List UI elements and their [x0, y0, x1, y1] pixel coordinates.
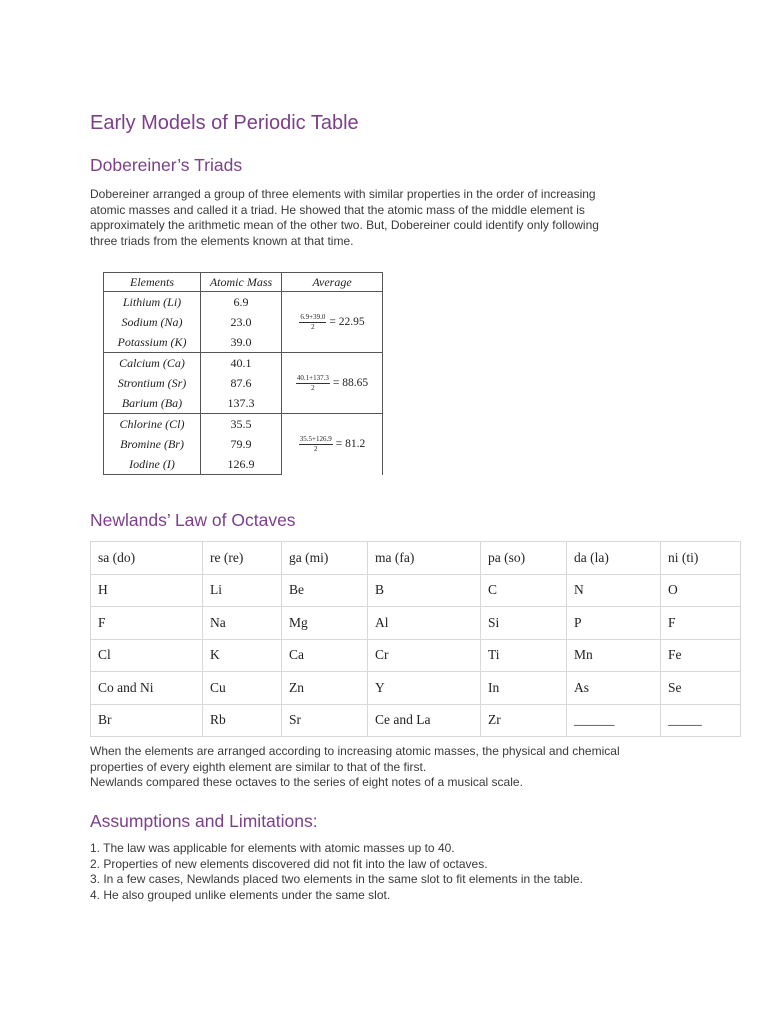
assumptions-list [90, 841, 583, 903]
table-cell: Cu [203, 672, 282, 705]
element-name: Sodium (Na) [104, 312, 201, 332]
paragraph-line: three triads from the elements known at that time. [90, 233, 354, 248]
average-result: = 81.2 [335, 438, 366, 451]
page-title: Early Models of Periodic Table [90, 112, 359, 134]
table-cell: F [91, 607, 203, 640]
triads-table [103, 272, 383, 475]
average-result: = 88.65 [332, 377, 369, 389]
table-cell: Ti [481, 639, 567, 672]
table-cell: pa (so) [481, 542, 567, 575]
paragraph-line: Newlands compared these octaves to the series of eight notes of a musical scale. [90, 775, 523, 789]
table-cell: Co and Ni [91, 672, 203, 705]
table-cell: Sr [282, 704, 368, 737]
atomic-mass: 23.0 [201, 312, 282, 332]
element-name: Bromine (Br) [104, 434, 201, 454]
table-cell: Zr [481, 704, 567, 737]
table-cell: re (re) [203, 542, 282, 575]
triads-paragraph [90, 187, 690, 249]
column-header-atomic-mass: Atomic Mass [201, 273, 282, 292]
table-cell: Zn [282, 672, 368, 705]
fraction-numerator: 6.9+39.0 [300, 312, 326, 321]
column-header-average: Average [282, 273, 383, 292]
element-name: Barium (Ba) [104, 393, 201, 414]
element-name: Lithium (Li) [104, 292, 201, 313]
list-item: 4. He also grouped unlike elements under the same slot. [90, 887, 391, 902]
table-cell: O [661, 574, 741, 607]
list-item: 3. In a few cases, Newlands placed two elements in the same slot to fit elements in the table. [90, 872, 583, 886]
table-cell: B [368, 574, 481, 607]
triad-average [282, 353, 383, 414]
average-result: = 22.95 [329, 316, 365, 328]
table-cell: K [203, 639, 282, 672]
table-row [91, 672, 741, 705]
atomic-mass: 137.3 [201, 393, 282, 414]
table-cell: Rb [203, 704, 282, 737]
table-cell: In [481, 672, 567, 705]
paragraph-line: properties of every eighth element are similar to that of the first. [90, 759, 427, 774]
octaves-heading: Newlands’ Law of Octaves [90, 510, 296, 530]
fraction-numerator: 40.1+137.3 [296, 373, 329, 382]
element-name: Potassium (K) [104, 332, 201, 353]
average-fraction [299, 435, 333, 454]
list-item: 2. Properties of new elements discovered did not fit into the law of octaves. [90, 856, 488, 871]
table-cell: N [567, 574, 661, 607]
atomic-mass: 87.6 [201, 373, 282, 393]
table-row [91, 574, 741, 607]
table-cell: Se [661, 672, 741, 705]
table-row [104, 414, 383, 435]
atomic-mass: 35.5 [201, 414, 282, 435]
table-cell: Be [282, 574, 368, 607]
table-cell: Mn [567, 639, 661, 672]
table-cell: Br [91, 704, 203, 737]
table-cell: Y [368, 672, 481, 705]
element-name: Chlorine (Cl) [104, 414, 201, 435]
list-item: 1. The law was applicable for elements with atomic masses up to 40. [90, 841, 455, 855]
table-row [91, 607, 741, 640]
table-cell: ______ [567, 704, 661, 737]
table-row [91, 704, 741, 737]
atomic-mass: 39.0 [201, 332, 282, 353]
triad-average [282, 292, 383, 353]
paragraph-line: Dobereiner arranged a group of three elements with similar properties in the order of increasing [90, 187, 596, 201]
table-cell: Cl [91, 639, 203, 672]
atomic-mass: 6.9 [201, 292, 282, 313]
paragraph-line: atomic masses and called it a triad. He showed that the atomic mass of the middle element is [90, 202, 585, 217]
octaves-table [90, 541, 741, 737]
assumptions-heading: Assumptions and Limitations: [90, 811, 318, 831]
element-name: Strontium (Sr) [104, 373, 201, 393]
fraction-denominator: 2 [313, 444, 318, 453]
table-row [91, 639, 741, 672]
table-cell: ni (ti) [661, 542, 741, 575]
atomic-mass: 126.9 [201, 454, 282, 475]
triads-heading: Dobereiner’s Triads [90, 155, 243, 175]
octaves-paragraph [90, 744, 690, 791]
table-cell: Ca [282, 639, 368, 672]
table-cell: F [661, 607, 741, 640]
paragraph-line: approximately the arithmetic mean of the other two. But, Dobereiner could identify only following [90, 218, 599, 232]
atomic-mass: 79.9 [201, 434, 282, 454]
average-fraction [299, 313, 326, 332]
table-cell: Ce and La [368, 704, 481, 737]
triad-average [282, 414, 383, 475]
table-cell: _____ [661, 704, 741, 737]
table-cell: sa (do) [91, 542, 203, 575]
fraction-denominator: 2 [311, 383, 315, 392]
table-cell: As [567, 672, 661, 705]
table-cell: P [567, 607, 661, 640]
table-cell: da (la) [567, 542, 661, 575]
table-cell: Na [203, 607, 282, 640]
table-cell: ma (fa) [368, 542, 481, 575]
fraction-denominator: 2 [311, 322, 315, 331]
atomic-mass: 40.1 [201, 353, 282, 374]
table-header-row [104, 273, 383, 292]
table-row [104, 292, 383, 313]
table-cell: H [91, 574, 203, 607]
table-header-row [91, 542, 741, 575]
table-cell: Mg [282, 607, 368, 640]
table-row [104, 353, 383, 374]
table-cell: Li [203, 574, 282, 607]
paragraph-line: When the elements are arranged according to increasing atomic masses, the physical and chemical [90, 744, 620, 758]
average-fraction [296, 374, 330, 393]
table-cell: Si [481, 607, 567, 640]
element-name: Calcium (Ca) [104, 353, 201, 374]
table-cell: ga (mi) [282, 542, 368, 575]
table-cell: C [481, 574, 567, 607]
table-cell: Fe [661, 639, 741, 672]
column-header-elements: Elements [104, 273, 201, 292]
fraction-numerator: 35.5+126.9 [299, 434, 332, 443]
table-cell: Al [368, 607, 481, 640]
table-cell: Cr [368, 639, 481, 672]
element-name: Iodine (I) [104, 454, 201, 475]
